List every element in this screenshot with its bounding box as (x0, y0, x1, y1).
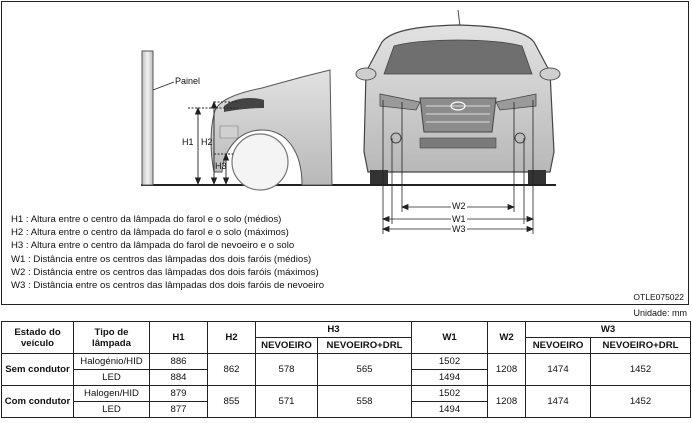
h1-cell: 884 (150, 370, 208, 386)
h3-fog-cell: 578 (256, 354, 318, 386)
w3-fog-drl-cell: 1452 (591, 386, 691, 418)
h3-label: H3 (215, 161, 227, 171)
h3-fog-drl-cell: 558 (318, 386, 412, 418)
w2-cell: 1208 (488, 354, 526, 386)
lamp-type-cell: Halogénio/HID (74, 354, 150, 370)
vehicle-state-cell: Sem condutor (2, 354, 74, 386)
lamp-type-cell: Halogen/HID (74, 386, 150, 402)
w2-label: W2 (452, 201, 466, 211)
h1-cell: 879 (150, 386, 208, 402)
header-h1: H1 (150, 322, 208, 354)
w3-fog-drl-cell: 1452 (591, 354, 691, 386)
headlamp-spec-table (1, 321, 691, 418)
w1-cell: 1494 (412, 370, 488, 386)
h2-cell: 862 (208, 354, 256, 386)
header-w3: W3 (526, 322, 691, 338)
legend-w3: W3 : Distância entre os centros das lâmpadas dos dois faróis de nevoeiro (11, 280, 325, 292)
header-w1: W1 (412, 322, 488, 354)
unit-note: Unidade: mm (633, 308, 687, 318)
header-h3-fog: NEVOEIRO (256, 338, 318, 354)
figure-code: OTLE075022 (633, 292, 684, 302)
h2-label: H2 (201, 137, 213, 147)
w1-cell: 1502 (412, 354, 488, 370)
header-w3-fog: NEVOEIRO (526, 338, 591, 354)
w1-label: W1 (452, 214, 466, 224)
table-row (2, 354, 691, 370)
h3-fog-drl-cell: 565 (318, 354, 412, 386)
legend-w2: W2 : Distância entre os centros das lâmpadas dos dois faróis (máximos) (11, 266, 319, 278)
h1-cell: 877 (150, 402, 208, 418)
h1-cell: 886 (150, 354, 208, 370)
lamp-type-cell: LED (74, 402, 150, 418)
h2-cell: 855 (208, 386, 256, 418)
legend-h2: H2 : Altura entre o centro da lâmpada do farol e o solo (máximos) (11, 227, 289, 239)
w3-label: W3 (452, 224, 466, 234)
lamp-type-cell: LED (74, 370, 150, 386)
header-w3-fog-drl: NEVOEIRO+DRL (591, 338, 691, 354)
table-row (2, 386, 691, 402)
header-h3: H3 (256, 322, 412, 338)
legend-h3: H3 : Altura entre o centro da lâmpada do farol de nevoeiro e o solo (11, 240, 295, 252)
header-w2: W2 (488, 322, 526, 354)
legend-w1: W1 : Distância entre os centros das lâmpadas dos dois faróis (médios) (11, 253, 312, 265)
headlamp-aiming-figure (1, 1, 689, 305)
w3-fog-cell: 1474 (526, 354, 591, 386)
w1-cell: 1502 (412, 386, 488, 402)
header-lamp-type: Tipo de lâmpada (74, 322, 150, 354)
header-vehicle-state: Estado do veículo (2, 322, 74, 354)
w3-fog-cell: 1474 (526, 386, 591, 418)
w2-cell: 1208 (488, 386, 526, 418)
header-h3-fog-drl: NEVOEIRO+DRL (318, 338, 412, 354)
vehicle-state-cell: Com condutor (2, 386, 74, 418)
dimension-legend (11, 213, 324, 292)
legend-h1: H1 : Altura entre o centro da lâmpada do farol e o solo (médios) (11, 214, 282, 225)
car-front-view (356, 10, 560, 186)
w1-cell: 1494 (412, 402, 488, 418)
h1-label: H1 (182, 137, 194, 147)
panel-label: Painel (175, 76, 201, 86)
h3-fog-cell: 571 (256, 386, 318, 418)
car-side-view (211, 70, 332, 190)
header-h2: H2 (208, 322, 256, 354)
panel (142, 51, 153, 185)
